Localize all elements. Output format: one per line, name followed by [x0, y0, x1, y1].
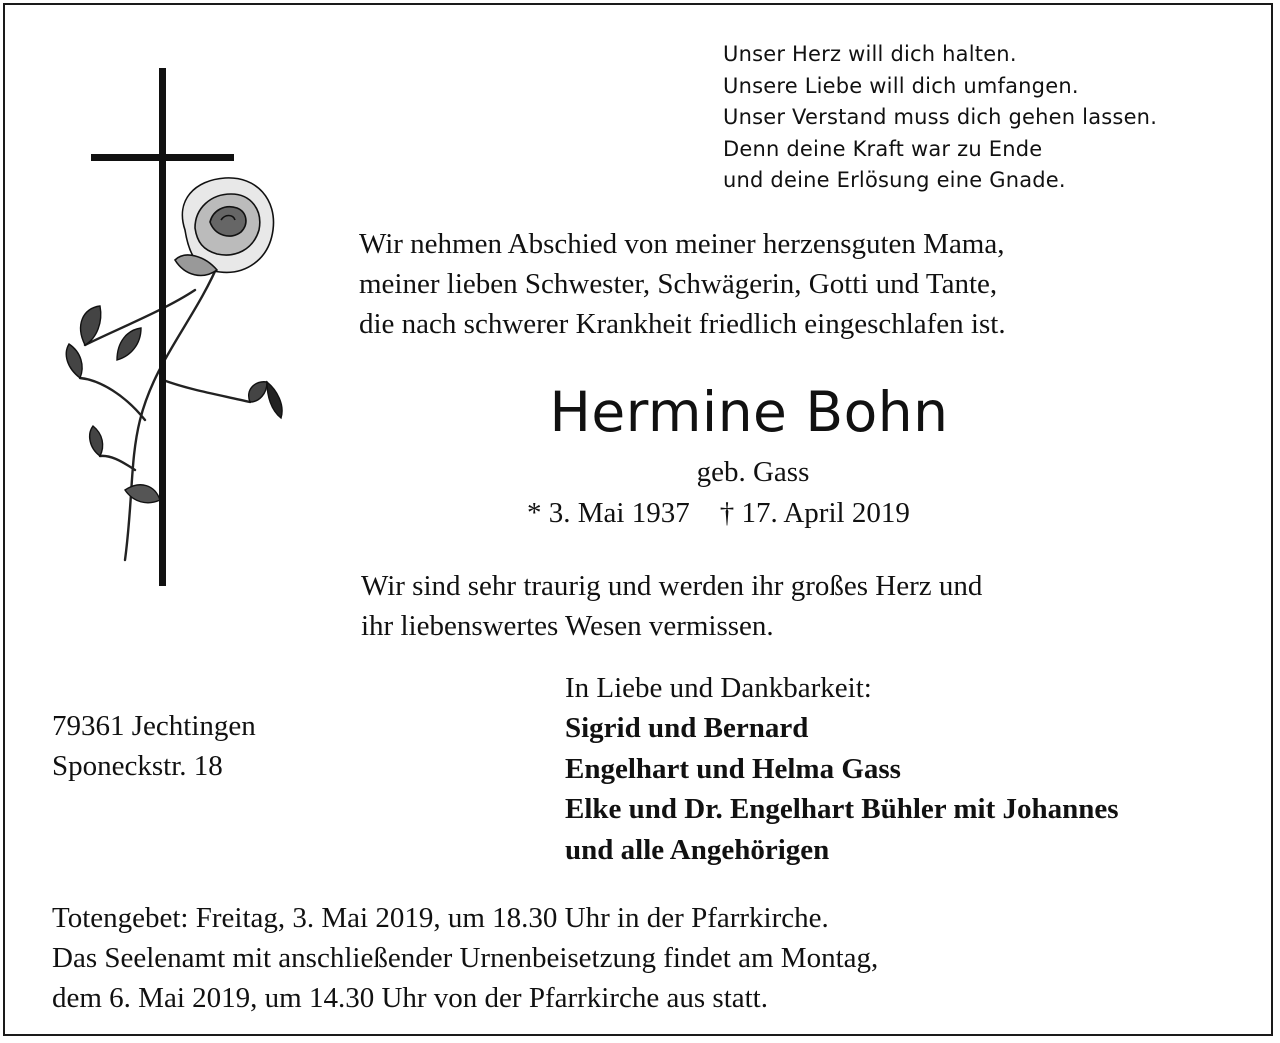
poem-line: Unser Verstand muss dich gehen lassen. — [723, 105, 1158, 129]
address-line: 79361 Jechtingen — [52, 710, 256, 742]
outro-line: Wir sind sehr traurig und werden ihr großes Herz und — [361, 570, 983, 602]
life-dates — [527, 493, 910, 533]
birth-name: geb. Gass — [696, 456, 810, 488]
intro-line: die nach schwerer Krankheit friedlich eingeschlafen ist. — [359, 308, 1006, 340]
death-date: † 17. April 2019 — [719, 497, 910, 529]
obituary-notice — [3, 3, 1273, 1036]
funeral-line: Totengebet: Freitag, 3. Mai 2019, um 18.30 Uhr in der Pfarrkirche. — [52, 902, 829, 934]
address — [52, 706, 256, 786]
intro-text — [359, 224, 1006, 344]
poem-line: Unsere Liebe will dich umfangen. — [723, 73, 1079, 98]
signer-line: Engelhart und Helma Gass — [565, 752, 901, 785]
cross-rose-illustration — [45, 60, 295, 595]
signer-line: Elke und Dr. Engelhart Bühler mit Johannes — [565, 793, 1119, 825]
birth-date: * 3. Mai 1937 — [527, 497, 690, 529]
outro-line: ihr liebenswertes Wesen vermissen. — [361, 610, 774, 642]
intro-line: Wir nehmen Abschied von meiner herzensguten Mama, — [359, 228, 1005, 260]
signer-line: Sigrid und Bernard — [565, 712, 809, 744]
funeral-details — [52, 898, 878, 1018]
poem-line: Unser Herz will dich halten. — [723, 42, 1017, 66]
signoff-label: In Liebe und Dankbarkeit: — [565, 672, 872, 704]
outro-text — [361, 566, 982, 646]
funeral-line: Das Seelenamt mit anschließender Urnenbeisetzung findet am Montag, — [52, 942, 879, 974]
signer-line: und alle Angehörigen — [565, 833, 830, 866]
signers — [565, 708, 1119, 870]
funeral-line: dem 6. Mai 2019, um 14.30 Uhr von der Pfarrkirche aus statt. — [52, 982, 768, 1014]
poem-line: und deine Erlösung eine Gnade. — [723, 168, 1066, 192]
deceased-name: Hermine Bohn — [549, 380, 949, 444]
poem — [723, 39, 1157, 197]
address-line: Sponeckstr. 18 — [52, 750, 223, 782]
poem-line: Denn deine Kraft war zu Ende — [723, 136, 1043, 161]
intro-line: meiner lieben Schwester, Schwägerin, Gotti und Tante, — [359, 268, 998, 300]
